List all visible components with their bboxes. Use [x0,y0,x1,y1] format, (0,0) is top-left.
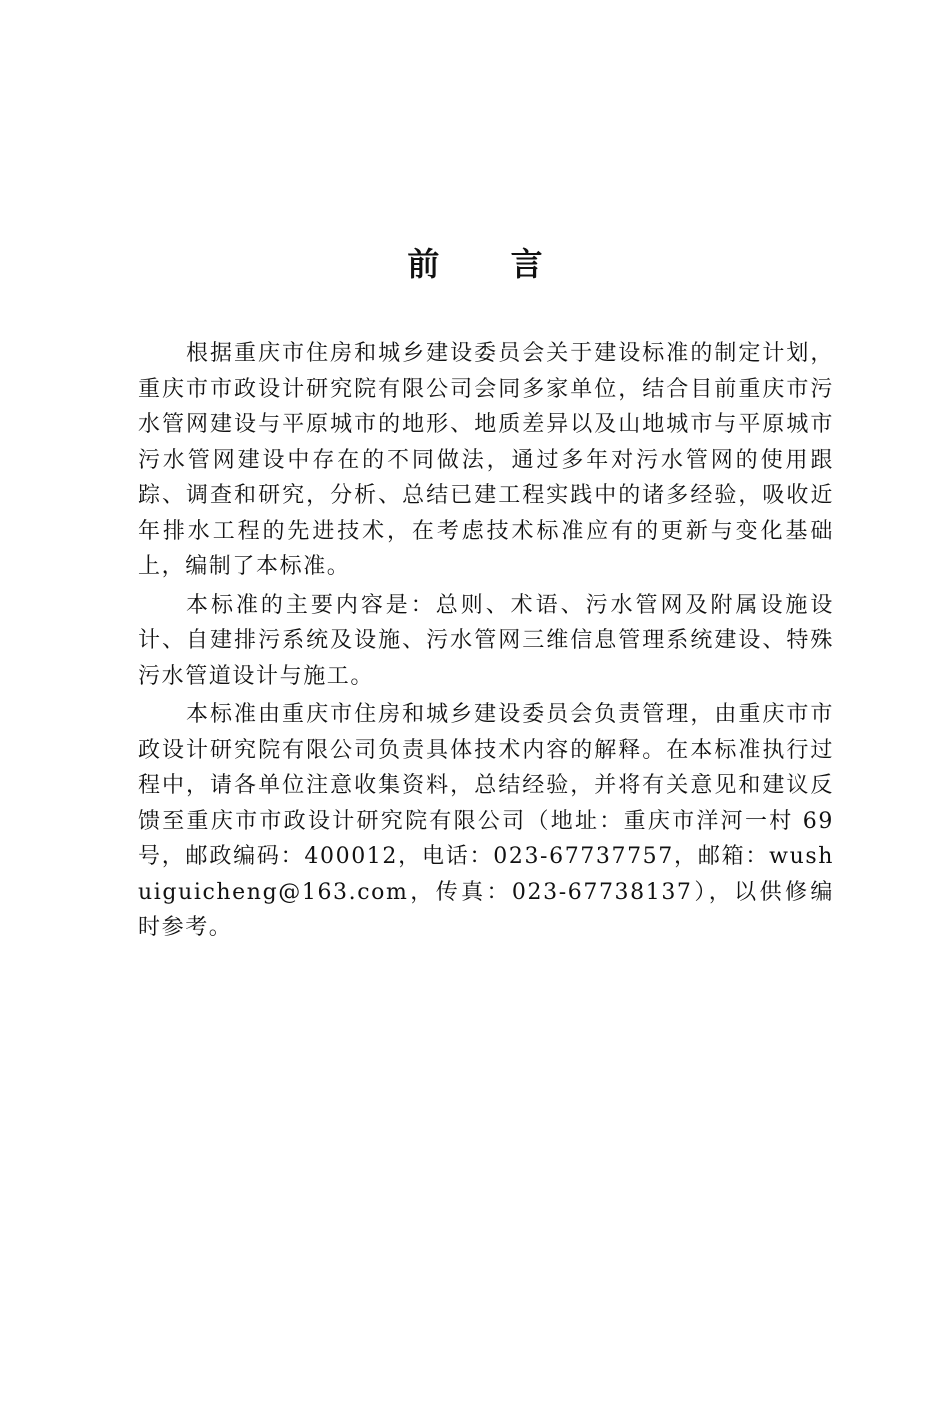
paragraph-2: 本标准的主要内容是：总则、术语、污水管网及附属设施设计、自建排污系统及设施、污水管网三维信息管理系统建设、特殊污水管道设计与施工。 [138,592,834,689]
page-title: 前 言 [407,245,573,283]
paragraph-1: 根据重庆市住房和城乡建设委员会关于建设标准的制定计划，重庆市市政设计研究院有限公司会同多家单位，结合目前重庆市污水管网建设与平原城市的地形、地质差异以及山地城市与平原城市污水管网建设中存在的不同做法，通过多年对污水管网的使用跟踪、调查和研究，分析、总结已建工程实践中的诸多经验，吸收近年排水工程的先进技术，在考虑技术标准应有的更新与变化基础上，编制了本标准。 [138,341,834,579]
preface-body [138,336,834,949]
paragraph-3: 本标准由重庆市住房和城乡建设委员会负责管理，由重庆市市政设计研究院有限公司负责具体技术内容的解释。在本标准执行过程中，请各单位注意收集资料，总结经验，并将有关意见和建议反馈至重庆市市政设计研究院有限公司（地址：重庆市洋河一村 69 号，邮政编码：400012，电话：023-67737757，邮箱：wushuiguicheng@163.com，传真：023-67738137），以供修编时参考。 [138,702,834,940]
